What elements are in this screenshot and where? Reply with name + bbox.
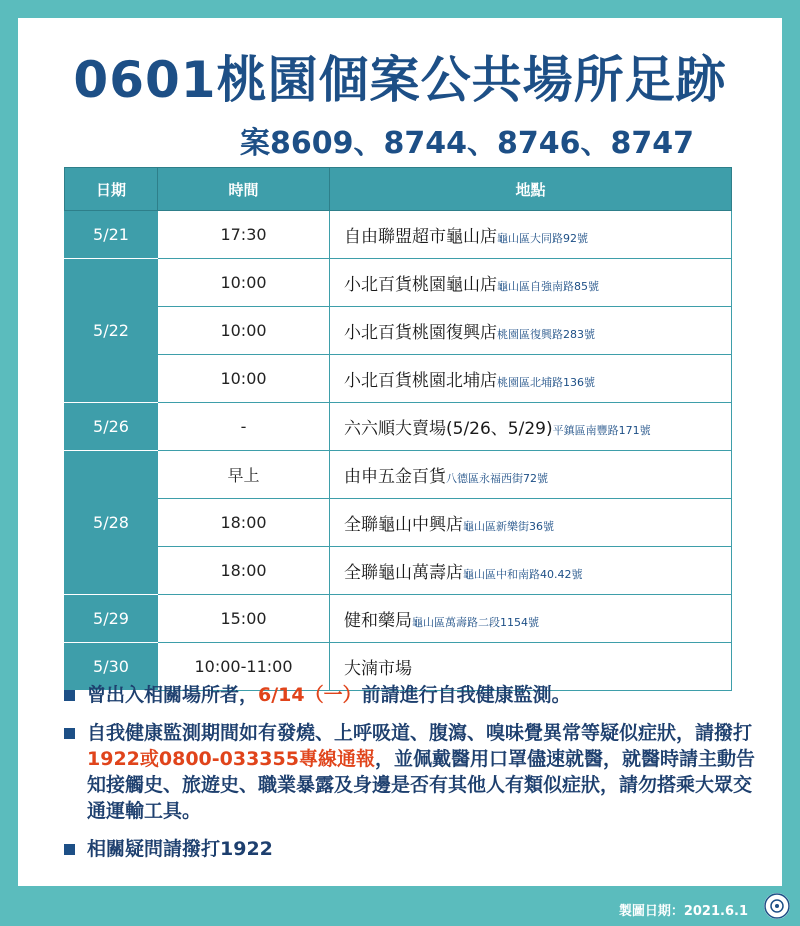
place-cell [330,259,732,307]
date-cell: 5/22 [65,259,158,403]
note-self-monitoring: 曾出入相關場所者，6/14（一）前請進行自我健康監測。 [64,682,764,708]
table-row [65,403,732,451]
square-bullet-icon [64,728,75,739]
place-cell [330,547,732,595]
government-seal-icon [764,893,790,919]
place-address: 八德區永福西街72號 [446,472,548,485]
table-row [65,499,732,547]
place-name: 全聯龜山中興店 [344,515,463,535]
date-cell: 5/21 [65,211,158,259]
note-symptoms: 自我健康監測期間如有發燒、上呼吸道、腹瀉、嗅味覺異常等疑似症狀，請撥打1922或0800-033355專線通報，並佩戴醫用口罩儘速就醫，就醫時請主動告知接觸史、旅遊史、職業暴露及身邊是否有其他人有類似症狀，請勿搭乘大眾交通運輸工具。 [64,720,764,824]
date-cell: 5/29 [65,595,158,643]
case-numbers: 案8609、8744、8746、8747 [240,126,694,161]
place-address: 龜山區新樂街36號 [463,520,554,533]
place-address: 龜山區中和南路40.42號 [463,568,583,581]
place-address: 龜山區自強南路85號 [497,280,599,293]
time-cell: 10:00 [158,259,330,307]
place-name: 小北百貨桃園復興店 [344,323,497,343]
time-cell: - [158,403,330,451]
hotline-numbers: 1922或0800-033355專線通報 [87,748,375,770]
date-cell: 5/26 [65,403,158,451]
time-cell: 17:30 [158,211,330,259]
place-cell [330,211,732,259]
table-row [65,547,732,595]
place-address: 桃園區北埔路136號 [497,376,595,389]
time-cell: 18:00 [158,499,330,547]
place-address: 龜山區大同路92號 [497,232,588,245]
time-cell: 10:00 [158,355,330,403]
place-cell [330,595,732,643]
table-row [65,307,732,355]
square-bullet-icon [64,844,75,855]
footprint-table [64,167,732,691]
table-row [65,451,732,499]
place-cell [330,499,732,547]
table-row [65,211,732,259]
table-row [65,355,732,403]
monitoring-deadline: 6/14（一） [258,684,362,706]
table-row [65,595,732,643]
header-date: 日期 [65,168,158,211]
place-cell [330,451,732,499]
time-cell: 10:00-11:00 [158,643,330,691]
place-name: 六六順大賣場(5/26、5/29) [344,419,553,439]
notes [64,682,764,874]
time-cell: 18:00 [158,547,330,595]
header-time: 時間 [158,168,330,211]
place-address: 龜山區萬壽路二段1154號 [412,616,539,629]
place-name: 健和藥局 [344,611,412,631]
time-cell: 10:00 [158,307,330,355]
time-cell: 15:00 [158,595,330,643]
place-name: 全聯龜山萬壽店 [344,563,463,583]
square-bullet-icon [64,690,75,701]
table-header-row [65,168,732,211]
time-cell: 早上 [158,451,330,499]
page-title: 0601桃園個案公共場所足跡 [73,51,727,109]
note-hotline: 相關疑問請撥打1922 [64,836,764,862]
place-name: 小北百貨桃園北埔店 [344,371,497,391]
place-name: 小北百貨桃園龜山店 [344,275,497,295]
place-name: 大湳市場 [344,659,412,679]
place-name: 由申五金百貨 [344,467,446,487]
place-address: 平鎮區南豐路171號 [552,424,651,437]
place-name: 自由聯盟超市龜山店 [344,227,497,247]
place-cell [330,403,732,451]
table-row [65,259,732,307]
date-cell: 5/30 [65,643,158,691]
production-date: 製圖日期：2021.6.1 [618,904,748,919]
header-place: 地點 [330,168,732,211]
date-cell: 5/28 [65,451,158,595]
place-cell [330,307,732,355]
place-address: 桃園區復興路283號 [497,328,595,341]
place-cell [330,355,732,403]
